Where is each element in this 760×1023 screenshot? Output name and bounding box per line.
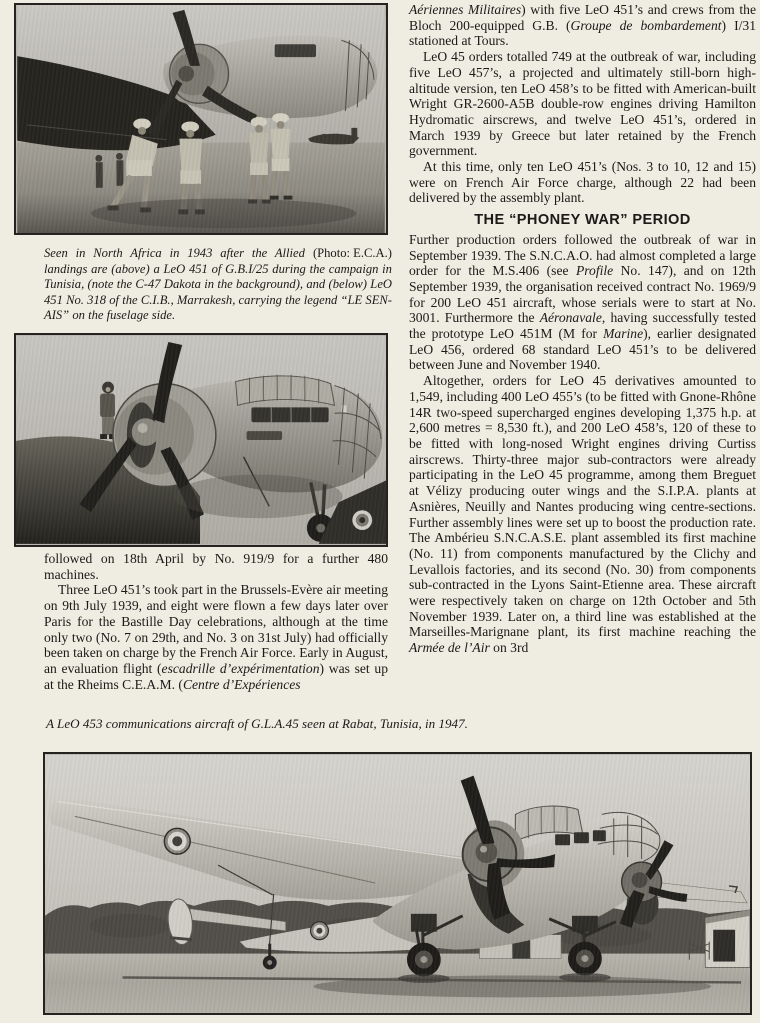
photo-north-africa-illustration (16, 5, 386, 233)
text-segment: followed on 18th April by No. 919/9 for a further 480 machines. (44, 551, 388, 582)
text-segment: A LeO 453 communications aircraft of G.L.A.45 seen at Rabat, Tunisia, in 1947. (46, 716, 468, 731)
section-heading: THE “PHONEY WAR” PERIOD (474, 212, 691, 229)
cockpit-windows (275, 44, 316, 57)
text-segment: ) was set up at the Rheims C.E.A.M. ( (44, 660, 388, 692)
right-column (409, 2, 756, 656)
paragraph (409, 232, 756, 373)
photo-rabat-leo453 (43, 752, 752, 1015)
text-segment: Altogether, orders for LeO 45 derivatives amounted to 1,549, including 400 LeO 455’s (to be fitted with Gnone-Rhône 14R two-speed supercharged engines developing 1,375 h.p. at 2,600 metres = 8,530 ft.), and 200 LeO 458’s, 120 of these to be fitted with long-nosed Wright engines driving Curtiss airscrews. Thirty-three major sub-contractors were already participating in the LeO 45 programme, among them Breguet at Vélizy producing outer wings and the S.I.P.A. plants at Asnières, Neuilly and Nantes producing wing centre-sections. Further assembly lines were set up to boost the production rate. The Ambérieu S.N.C.A.S.E. plant assembled its first machine (No. 11) from components manufactured by the Clichy and Levallois factories, and its second (No. 30) from components sub-contracted in the Lyons Saint-Etienne area. These aircraft were respectively taken on charge on 12th October and 5th November 1939. Later on, a third line was established at the Marseilles-Marignane plant, its first machine reaching the (409, 373, 756, 640)
caption-text (46, 716, 468, 731)
text-segment: escadrille d’expérimentation (161, 660, 320, 676)
text-segment: ), earlier designated LeO 456, ordered 68 standard LeO 451’s to be delivered between June and November 1940. (409, 326, 757, 373)
paragraph (409, 2, 756, 49)
text-segment: No. 147), and on 12th September 1939, the organisation received contract No. 1969/9 for 200 LeO 451 aircraft, whose serials were to start at No. 3001. Furthermore the (409, 263, 756, 326)
fuselage-roundel (310, 922, 328, 940)
aircraft-shadow (91, 199, 356, 228)
photo-rabat-illustration (45, 754, 750, 1013)
text-segment: At this time, only ten LeO 451’s (Nos. 3 to 10, 12 and 15) were on French Air Force charge, although 22 had been delivered by the assembly plant. (409, 159, 756, 206)
paragraph (44, 551, 388, 582)
shadow (174, 475, 342, 519)
right-column-bottom-paragraphs (409, 232, 756, 656)
right-column-top-paragraphs (409, 2, 756, 206)
paragraph (409, 49, 756, 159)
paragraph (409, 159, 756, 206)
text-segment: on 3rd (489, 640, 529, 656)
aircraft-shadow (313, 975, 711, 997)
text-segment: Aériennes Militaires (409, 2, 522, 17)
left-column (44, 551, 388, 692)
text-segment: Aéronavale (539, 310, 602, 326)
photo-caption-top (44, 246, 392, 324)
photo-caption-bottom (46, 716, 752, 732)
paragraph (44, 582, 388, 692)
text-segment: Seen in North Africa in 1943 after the Allied landings are (44, 246, 305, 276)
paragraph (409, 373, 756, 656)
wing-roundel (164, 828, 190, 854)
text-segment: Marine (603, 326, 644, 342)
text-segment: ) with five LeO 451’s and crews from the Bloch 200-equipped G.B. ( (409, 2, 756, 33)
text-segment: Further production orders followed the outbreak of war in September 1939. The S.N.C.A.O. had almost completed a large order for the M.S.406 (see (409, 231, 756, 279)
photo-north-africa (14, 3, 388, 235)
cockpit-window-band (251, 407, 328, 422)
text-segment: Profile (575, 263, 614, 279)
text-segment: Armée de l’Air (409, 640, 490, 656)
text-segment: ) I/31 stationed at Tours. (409, 17, 756, 49)
fuselage-legend-panel (247, 431, 283, 440)
text-segment: (below) (328, 277, 368, 292)
text-segment: Groupe de bombardement (570, 17, 722, 33)
photo-marrakesh-illustration (16, 335, 386, 545)
text-segment: a LeO 451 of G.B.I/25 during the campaign in Tunisia, (note the C-47 Dakota in the background), and (44, 261, 392, 292)
tree-clump (90, 914, 170, 938)
photo-credit: (Photo: E.C.A.) (312, 246, 392, 260)
fin-stripe (170, 938, 192, 940)
text-segment: (above) (111, 261, 150, 276)
text-segment: Centre d’Expériences (182, 676, 301, 692)
text-segment: Three LeO 451’s took part in the Brussels-Evère air meeting on 9th July 1939, and eight were flown a few days later over Paris for the Bastille Day celebrations, although at the time only two (No. 7 on 29th, and No. 3 on 31st July) had officially been taken on charge by the French Air Force. Early in August, an evaluation flight ( (44, 582, 388, 676)
hangar (705, 910, 750, 968)
text-segment: LeO 451 No. 318 of the C.I.B., Marrakesh, carrying the legend “LE SEN-AIS” on the fuselage side. (44, 277, 392, 323)
text-segment: , having successfully tested the prototype LeO 451M (M for (409, 310, 756, 342)
text-segment: LeO 45 orders totalled 749 at the outbreak of war, including five LeO 457’s, a projected and ultimately still-born high-altitude version, ten LeO 458’s to be fitted with American-built Wright GR-2600-A5B double-row engines driving Hamilton Hydromatic airscrews, and twelve LeO 451’s, ordered in March 1939 by Greece but later retained by the French government. (409, 49, 756, 159)
photo-marrakesh-nose (14, 333, 388, 547)
